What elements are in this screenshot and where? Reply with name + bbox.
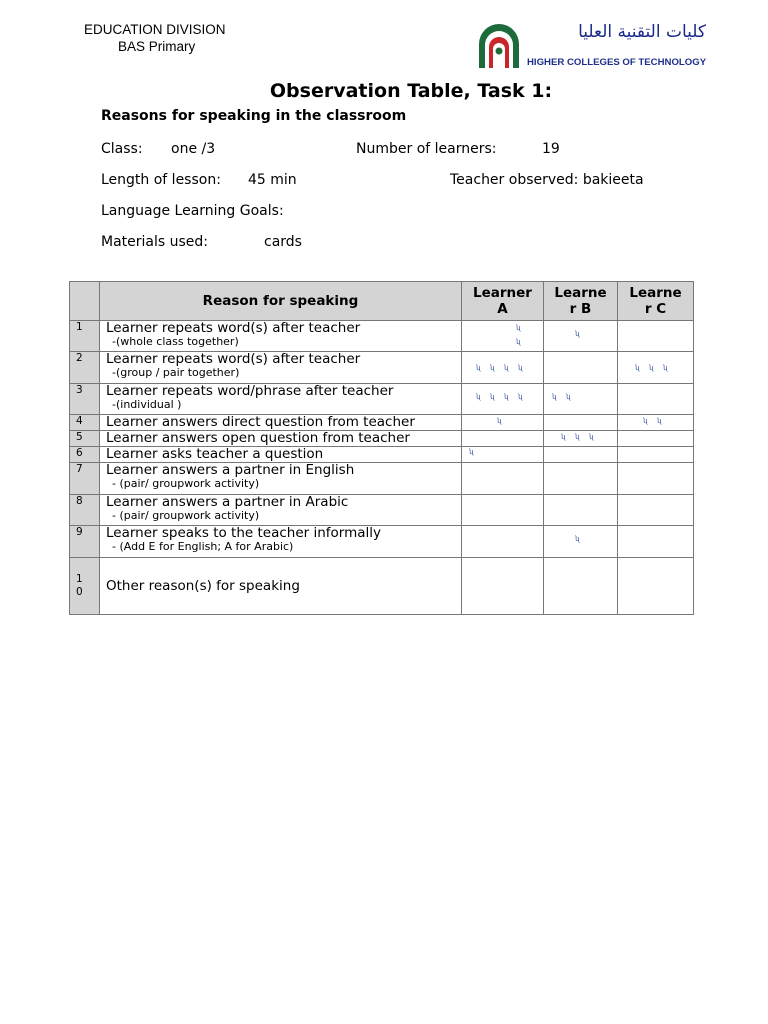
materials-field <box>101 234 302 250</box>
reason-sub: - (pair/ groupwork activity) <box>112 509 260 522</box>
learner-c-cell <box>618 447 694 463</box>
table-row <box>70 495 694 526</box>
teacher-label: Teacher observed: <box>450 172 579 188</box>
reason-main: Learner asks teacher a question <box>106 446 324 462</box>
header-learner-b <box>544 282 618 321</box>
table-row <box>70 558 694 615</box>
reason-sub: -(individual ) <box>112 398 182 411</box>
row-number-digit-1: 1 <box>76 573 83 585</box>
tally-mark: ʯ <box>566 393 571 401</box>
learner-a-cell <box>462 352 544 384</box>
row-reason <box>100 415 462 431</box>
table-row <box>70 526 694 558</box>
learner-c-cell <box>618 431 694 447</box>
learner-b-cell <box>544 352 618 384</box>
tally-mark: ʯ <box>490 393 495 401</box>
row-reason <box>100 384 462 415</box>
header-learner-b-line1: Learne <box>554 285 607 301</box>
teacher-value: bakieeta <box>582 172 644 188</box>
row-reason <box>100 463 462 495</box>
header-num-cell <box>70 282 100 321</box>
row-reason <box>100 321 462 352</box>
reason-main: Learner answers a partner in English <box>106 462 355 478</box>
tally-mark: ʯ <box>657 417 662 425</box>
tally-mark: ʯ <box>643 417 648 425</box>
learner-b-cell <box>544 415 618 431</box>
tally-mark: ʯ <box>649 364 654 372</box>
learner-c-cell <box>618 526 694 558</box>
learners-field <box>356 141 560 157</box>
tally-mark: ʯ <box>497 417 502 425</box>
table-row <box>70 415 694 431</box>
tally-mark: ʯ <box>518 364 523 372</box>
row-reason <box>100 431 462 447</box>
page-subtitle: Reasons for speaking in the classroom <box>101 108 407 124</box>
teacher-field <box>450 172 644 188</box>
tally-mark: ʯ <box>476 364 481 372</box>
hct-emblem-icon <box>474 20 524 70</box>
table-header-row <box>70 282 694 321</box>
tally-mark: ʯ <box>516 338 521 346</box>
table-row <box>70 463 694 495</box>
row-number: 6 <box>70 447 100 463</box>
org-header <box>84 21 226 55</box>
learners-label: Number of learners: <box>356 141 497 157</box>
learner-c-cell <box>618 384 694 415</box>
row-number-digit-2: 0 <box>76 586 83 598</box>
learner-b-cell <box>544 384 618 415</box>
learner-b-cell <box>544 526 618 558</box>
org-division: EDUCATION DIVISION <box>84 22 226 37</box>
tally-mark: ʯ <box>490 364 495 372</box>
reason-main: Learner repeats word(s) after teacher <box>106 320 361 336</box>
reason-main: Learner speaks to the teacher informally <box>106 525 382 541</box>
learner-a-cell <box>462 384 544 415</box>
table-row <box>70 321 694 352</box>
reason-main: Learner answers open question from teacher <box>106 430 410 446</box>
learner-c-cell <box>618 352 694 384</box>
header-learner-a-line1: Learner <box>473 285 532 301</box>
header-learner-b-line2: r B <box>569 301 592 317</box>
class-value: one /3 <box>171 141 216 157</box>
org-school: BAS Primary <box>118 39 196 54</box>
learner-a-cell <box>462 415 544 431</box>
reason-main: Learner repeats word/phrase after teacher <box>106 383 394 399</box>
learner-c-cell <box>618 558 694 615</box>
row-number: 4 <box>70 415 100 431</box>
tally-mark: ʯ <box>516 324 521 332</box>
learner-a-cell <box>462 431 544 447</box>
reason-sub: -(whole class together) <box>112 335 239 348</box>
tally-mark: ʯ <box>575 433 580 441</box>
observation-table <box>69 281 694 615</box>
table-row <box>70 384 694 415</box>
tally-mark: ʯ <box>575 535 580 543</box>
length-field <box>101 172 297 188</box>
header-reason: Reason for speaking <box>100 282 462 321</box>
hct-logo <box>474 20 706 70</box>
learner-c-cell <box>618 495 694 526</box>
learner-b-cell <box>544 321 618 352</box>
tally-mark: ʯ <box>561 433 566 441</box>
learner-a-cell <box>462 447 544 463</box>
learner-a-cell <box>462 495 544 526</box>
row-number: 3 <box>70 384 100 415</box>
reason-main: Learner answers direct question from teacher <box>106 414 415 430</box>
header-learner-a <box>462 282 544 321</box>
row-number: 5 <box>70 431 100 447</box>
learner-a-cell <box>462 321 544 352</box>
learner-c-cell <box>618 321 694 352</box>
table-row <box>70 431 694 447</box>
learner-b-cell <box>544 495 618 526</box>
learner-c-cell <box>618 463 694 495</box>
row-reason <box>100 526 462 558</box>
logo-english-text: HIGHER COLLEGES OF TECHNOLOGY <box>527 57 707 68</box>
row-reason <box>100 352 462 384</box>
learner-b-cell <box>544 558 618 615</box>
reason-sub: - (pair/ groupwork activity) <box>112 477 260 490</box>
reason-sub: - (Add E for English; A for Arabic) <box>112 540 294 553</box>
row-number: 8 <box>70 495 100 526</box>
materials-value: cards <box>264 234 302 250</box>
learner-a-cell <box>462 558 544 615</box>
learner-b-cell <box>544 463 618 495</box>
tally-mark: ʯ <box>476 393 481 401</box>
tally-mark: ʯ <box>575 330 580 338</box>
header-learner-c-line2: r C <box>644 301 667 317</box>
tally-mark: ʯ <box>469 448 474 456</box>
row-number: 9 <box>70 526 100 558</box>
tally-mark: ʯ <box>635 364 640 372</box>
goals-field <box>101 203 284 219</box>
logo-arabic-text: كليات التقنية العليا <box>578 22 706 42</box>
reason-main: Learner answers a partner in Arabic <box>106 494 349 510</box>
class-field <box>101 141 216 157</box>
learner-b-cell <box>544 431 618 447</box>
header-learner-a-line2: A <box>497 301 508 317</box>
learners-value: 19 <box>542 141 560 157</box>
row-reason <box>100 558 462 615</box>
tally-mark: ʯ <box>663 364 668 372</box>
learner-c-cell <box>618 415 694 431</box>
row-reason <box>100 495 462 526</box>
length-value: 45 min <box>248 172 297 188</box>
reason-main: Other reason(s) for speaking <box>106 578 300 594</box>
header-learner-c-line1: Learne <box>629 285 682 301</box>
tally-mark: ʯ <box>504 393 509 401</box>
reason-sub: -(group / pair together) <box>112 366 240 379</box>
goals-label: Language Learning Goals: <box>101 203 284 219</box>
learner-a-cell <box>462 463 544 495</box>
row-number: 2 <box>70 352 100 384</box>
tally-mark: ʯ <box>504 364 509 372</box>
reason-main: Learner repeats word(s) after teacher <box>106 351 361 367</box>
learner-a-cell <box>462 526 544 558</box>
learner-b-cell <box>544 447 618 463</box>
row-reason <box>100 447 462 463</box>
tally-mark: ʯ <box>518 393 523 401</box>
row-number: 7 <box>70 463 100 495</box>
header-learner-c <box>618 282 694 321</box>
row-number: 1 <box>70 321 100 352</box>
row-number <box>70 558 100 615</box>
table-row <box>70 447 694 463</box>
tally-mark: ʯ <box>589 433 594 441</box>
class-label: Class: <box>101 141 143 157</box>
tally-mark: ʯ <box>552 393 557 401</box>
materials-label: Materials used: <box>101 234 209 250</box>
length-label: Length of lesson: <box>101 172 221 188</box>
page-title: Observation Table, Task 1: <box>269 80 553 102</box>
table-row <box>70 352 694 384</box>
